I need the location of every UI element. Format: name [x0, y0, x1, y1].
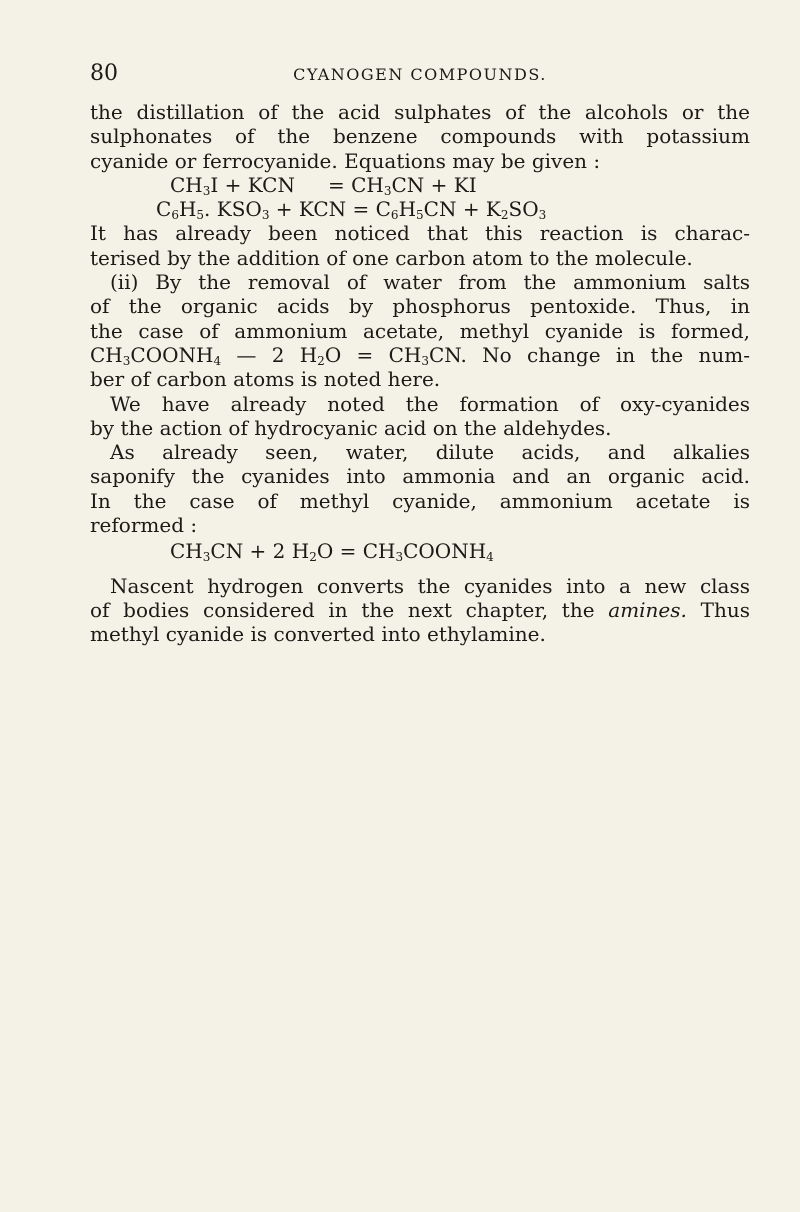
text-line: of the organic acids by phosphorus pentoxide. Thus, in: [90, 294, 750, 319]
text-line: As already seen, water, dilute acids, and alkalies: [110, 440, 750, 465]
text-line: In the case of methyl cyanide, ammonium acetate is: [90, 488, 750, 513]
equation-benzene-sulphonate: $C_6H_5$. $KSO_3$ + KCN = $C_6H_5CN + K_2SO_3$: [156, 197, 547, 223]
text-line-with-italic: of bodies considered in the next chapter, the amines. Thus: [90, 597, 750, 622]
page-number: 80: [90, 61, 118, 86]
text-line: reformed :: [90, 513, 198, 538]
text-line: sulphonates of the benzene compounds with potassium: [90, 124, 750, 149]
text-line: (ii) By the removal of water from the ammonium salts: [110, 270, 750, 295]
body-text: [90, 100, 750, 647]
italic-term-amines: amines.: [608, 597, 687, 622]
text-line: the case of ammonium acetate, methyl cyanide is formed,: [90, 318, 750, 343]
text-line: by the action of hydrocyanic acid on the aldehydes.: [90, 415, 612, 440]
text-line: ber of carbon atoms is noted here.: [90, 367, 441, 392]
running-head: [90, 60, 730, 90]
text-line: It has already been noticed that this reaction is charac-: [90, 221, 750, 246]
equation-methyl-cyanide-hydrolysis: $CH_3CN + 2$ $H_2O$ = $CH_3COONH_4$: [170, 539, 494, 565]
running-title: CYANOGEN COMPOUNDS.: [293, 65, 547, 84]
text-line-with-formula: $CH_3COONH_4$ — 2 $H_2O = CH_3CN$. No change in the num-: [90, 342, 750, 368]
text-line: saponify the cyanides into ammonia and an organic acid.: [90, 464, 750, 489]
text-line: terised by the addition of one carbon atom to the molecule.: [90, 245, 693, 270]
text-line: methyl cyanide is converted into ethylamine.: [90, 622, 546, 647]
equation-methyl-iodide: $CH_3I$ + KCN = $CH_3CN$ + KI: [170, 172, 477, 198]
text-line: We have already noted the formation of oxy-cyanides: [110, 391, 750, 416]
text-line: the distillation of the acid sulphates of the alcohols or the: [90, 100, 750, 124]
text-line: cyanide or ferrocyanide. Equations may be given :: [90, 148, 601, 173]
text-line: Nascent hydrogen converts the cyanides into a new class: [110, 573, 750, 598]
